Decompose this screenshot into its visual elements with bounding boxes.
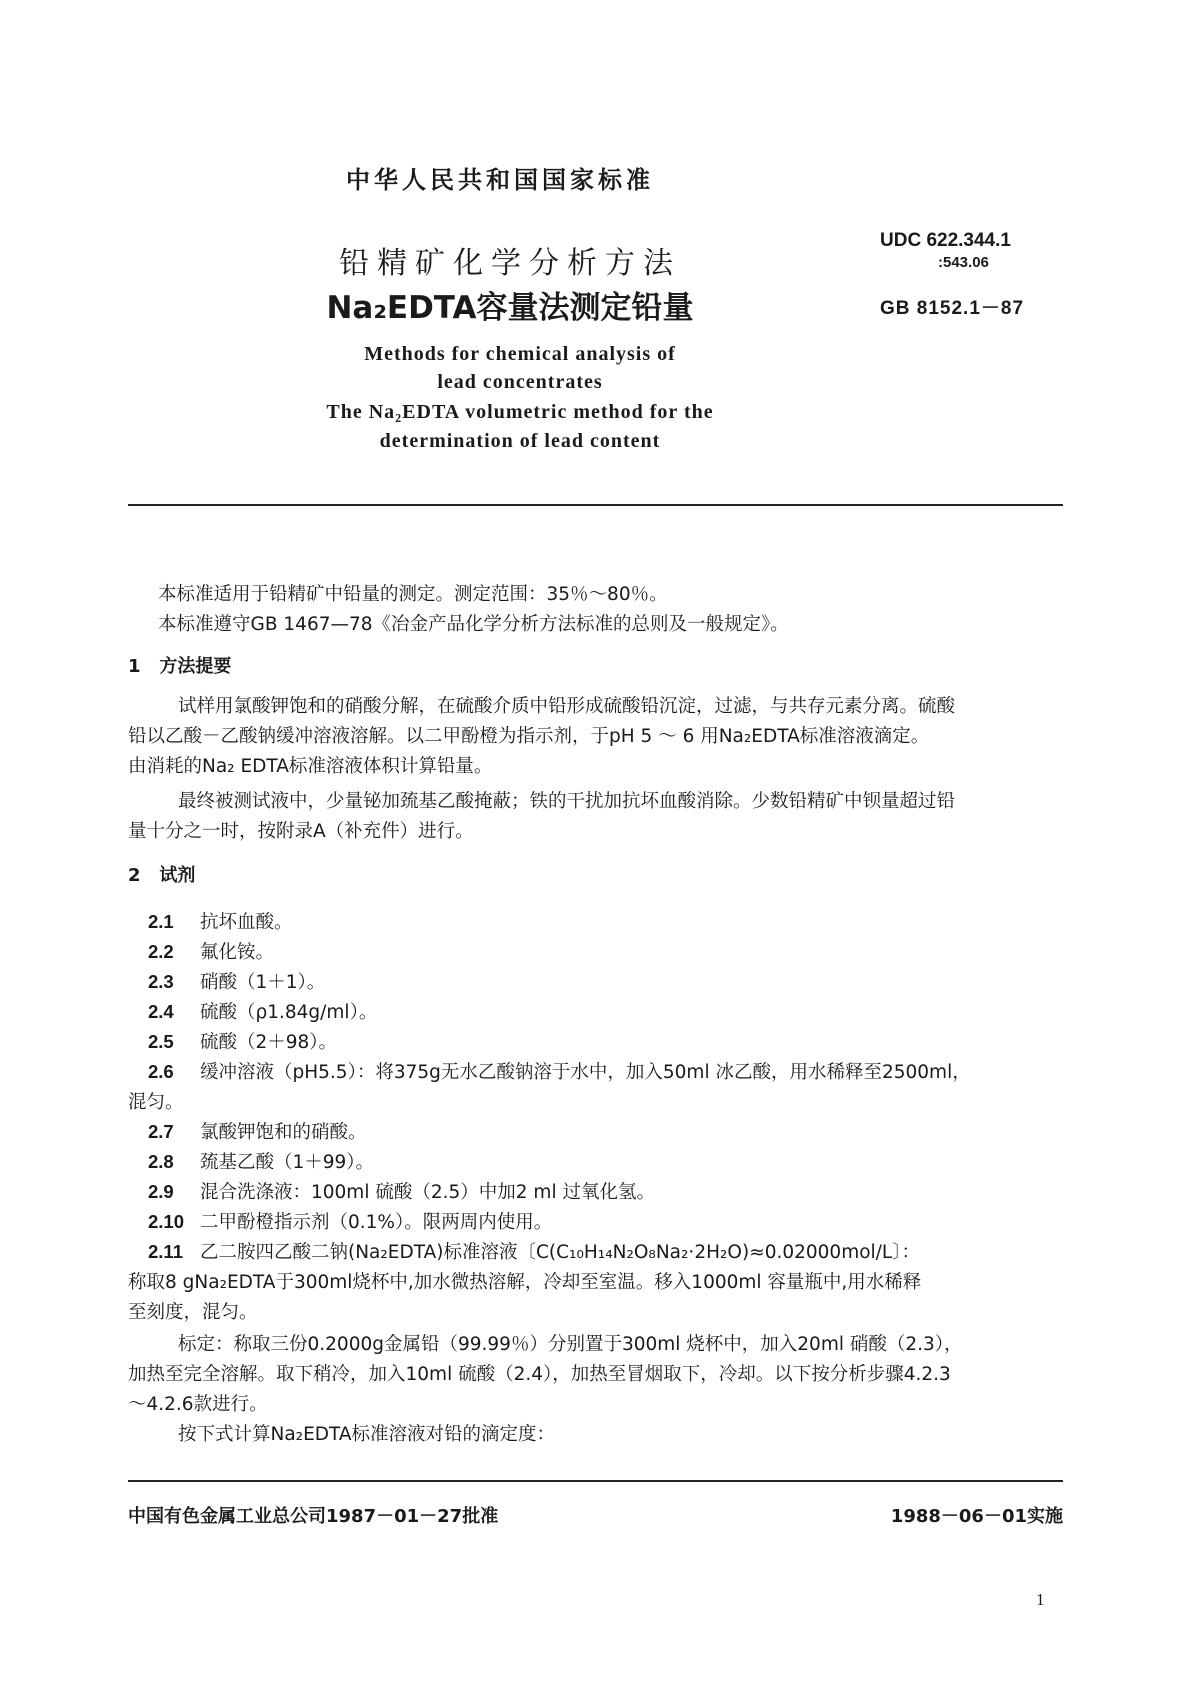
udc-subcode: :543.06	[938, 254, 989, 271]
approval-date: 中国有色金属工业总公司1987－01－27批准	[128, 1506, 499, 1527]
gb-number: GB 8152.1－87	[880, 298, 1025, 319]
paragraph-line: 量十分之一时，按附录A（补充件）进行。	[128, 821, 474, 842]
reagent-text: 巯基乙酸（1＋99）。	[200, 1152, 375, 1173]
intro-line: 本标准适用于铅精矿中铅量的测定。测定范围：35％～80％。	[158, 584, 668, 605]
reagent-number: 2.3	[148, 971, 174, 992]
reagent-number: 2.11	[148, 1241, 183, 1262]
title-chinese-line2: Na₂EDTA容量法测定铅量	[326, 290, 694, 326]
title-english-line: Methods for chemical analysis of	[364, 343, 676, 365]
reagent-item	[128, 1088, 184, 1114]
title-english-line: determination of lead content	[379, 430, 661, 452]
reagent-item	[148, 1208, 552, 1234]
reagent-text: 混匀。	[128, 1092, 184, 1113]
reagent-number: 2.7	[148, 1121, 174, 1142]
reagent-item	[128, 1268, 921, 1294]
reagent-text: 标定：称取三份0.2000g金属铅（99.99％）分别置于300ml 烧杯中，加入20ml 硝酸（2.3），	[178, 1334, 963, 1355]
section-number: 1	[128, 656, 141, 677]
section-number: 2	[128, 865, 141, 886]
section-title: 试剂	[159, 865, 196, 886]
reagent-text: 缓冲溶液（pH5.5）：将375g无水乙酸钠溶于水中，加入50ml 冰乙酸，用水稀释至2500ml，	[200, 1062, 971, 1083]
reagent-text: 称取8 gNa₂EDTA于300ml烧杯中,加水微热溶解，冷却至室温。移入1000ml 容量瓶中,用水稀释	[128, 1272, 922, 1293]
reagent-number: 2.1	[148, 911, 174, 932]
section-2-heading	[128, 861, 195, 887]
reagent-text: 二甲酚橙指示剂（0.1%）。限两周内使用。	[200, 1212, 553, 1233]
reagent-text: 氯酸钾饱和的硝酸。	[200, 1122, 367, 1143]
reagent-text: 按下式计算Na₂EDTA标准溶液对铅的滴定度：	[178, 1424, 556, 1445]
page-number: 1	[1036, 1590, 1045, 1609]
reagent-number: 2.4	[148, 1001, 174, 1022]
reagent-item	[148, 1118, 367, 1144]
reagent-item	[148, 1178, 655, 1204]
reagent-number: 2.2	[148, 941, 174, 962]
paragraph-line: 试样用氯酸钾饱和的硝酸分解，在硫酸介质中铅形成硫酸铅沉淀，过滤，与共存元素分离。硫酸	[178, 696, 956, 717]
paragraph-line: 由消耗的Na₂ EDTA标准溶液体积计算铅量。	[128, 756, 493, 777]
reagent-text: 混合洗涤液：100ml 硫酸（2.5）中加2 ml 过氧化氢。	[200, 1182, 655, 1203]
country-standard-header: 中华人民共和国国家标准	[346, 166, 654, 194]
reagent-item	[148, 998, 377, 1024]
section-title: 方法提要	[159, 656, 232, 677]
reagent-item	[128, 1360, 951, 1386]
reagent-text: 硫酸（2＋98）。	[200, 1032, 338, 1053]
reagent-item	[128, 1390, 268, 1416]
reagent-item	[148, 938, 274, 964]
reagent-text: 抗坏血酸。	[200, 912, 293, 933]
reagent-number: 2.10	[148, 1211, 185, 1232]
reagent-text: 乙二胺四乙酸二钠(Na₂EDTA)标准溶液〔C(C₁₀H₁₄N₂O₈Na₂·2H₂O)≈0.02000mol/L〕：	[200, 1242, 920, 1263]
reagent-text: 加热至完全溶解。取下稍冷，加入10ml 硫酸（2.4），加热至冒烟取下，冷却。以下按分析步骤4.2.3	[128, 1364, 951, 1385]
reagent-item	[148, 968, 325, 994]
title-english-line: The Na₂EDTA volumetric method for the	[326, 401, 714, 423]
paragraph-line: 最终被测试液中，少量铋加巯基乙酸掩蔽；铁的干扰加抗坏血酸消除。少数铅精矿中钡量超过铅	[178, 791, 956, 812]
udc-code: UDC 622.344.1	[880, 230, 1011, 251]
reagent-item	[148, 1238, 920, 1264]
reagent-number: 2.6	[148, 1061, 174, 1082]
reagent-text: 氟化铵。	[200, 942, 275, 963]
reagent-text: 硫酸（ρ1.84g/ml）。	[200, 1002, 378, 1023]
reagent-text: 至刻度，混匀。	[128, 1302, 258, 1323]
intro-line: 本标准遵守GB 1467—78《冶金产品化学分析方法标准的总则及一般规定》。	[158, 614, 789, 635]
reagent-item	[148, 1058, 971, 1084]
reagent-text: ～4.2.6款进行。	[128, 1394, 268, 1415]
reagent-item	[148, 908, 293, 934]
reagent-text: 硝酸（1＋1）。	[200, 972, 326, 993]
header-divider	[128, 504, 1063, 506]
reagent-item	[178, 1330, 963, 1356]
footer-divider	[128, 1480, 1063, 1482]
reagent-item	[148, 1148, 374, 1174]
reagent-item	[178, 1420, 555, 1446]
paragraph-line: 铅以乙酸－乙酸钠缓冲溶液溶解。以二甲酚橙为指示剂，于pH 5 ～ 6 用Na₂EDTA标准溶液滴定。	[128, 726, 930, 747]
reagent-item	[128, 1298, 258, 1324]
effective-date: 1988－06－01实施	[890, 1506, 1063, 1527]
reagent-number: 2.9	[148, 1181, 174, 1202]
reagent-item	[148, 1028, 337, 1054]
section-1-heading	[128, 652, 231, 678]
title-english-line: lead concentrates	[437, 371, 603, 393]
reagent-number: 2.5	[148, 1031, 174, 1052]
title-chinese-line1: 铅精矿化学分析方法	[339, 246, 681, 281]
reagent-number: 2.8	[148, 1151, 174, 1172]
